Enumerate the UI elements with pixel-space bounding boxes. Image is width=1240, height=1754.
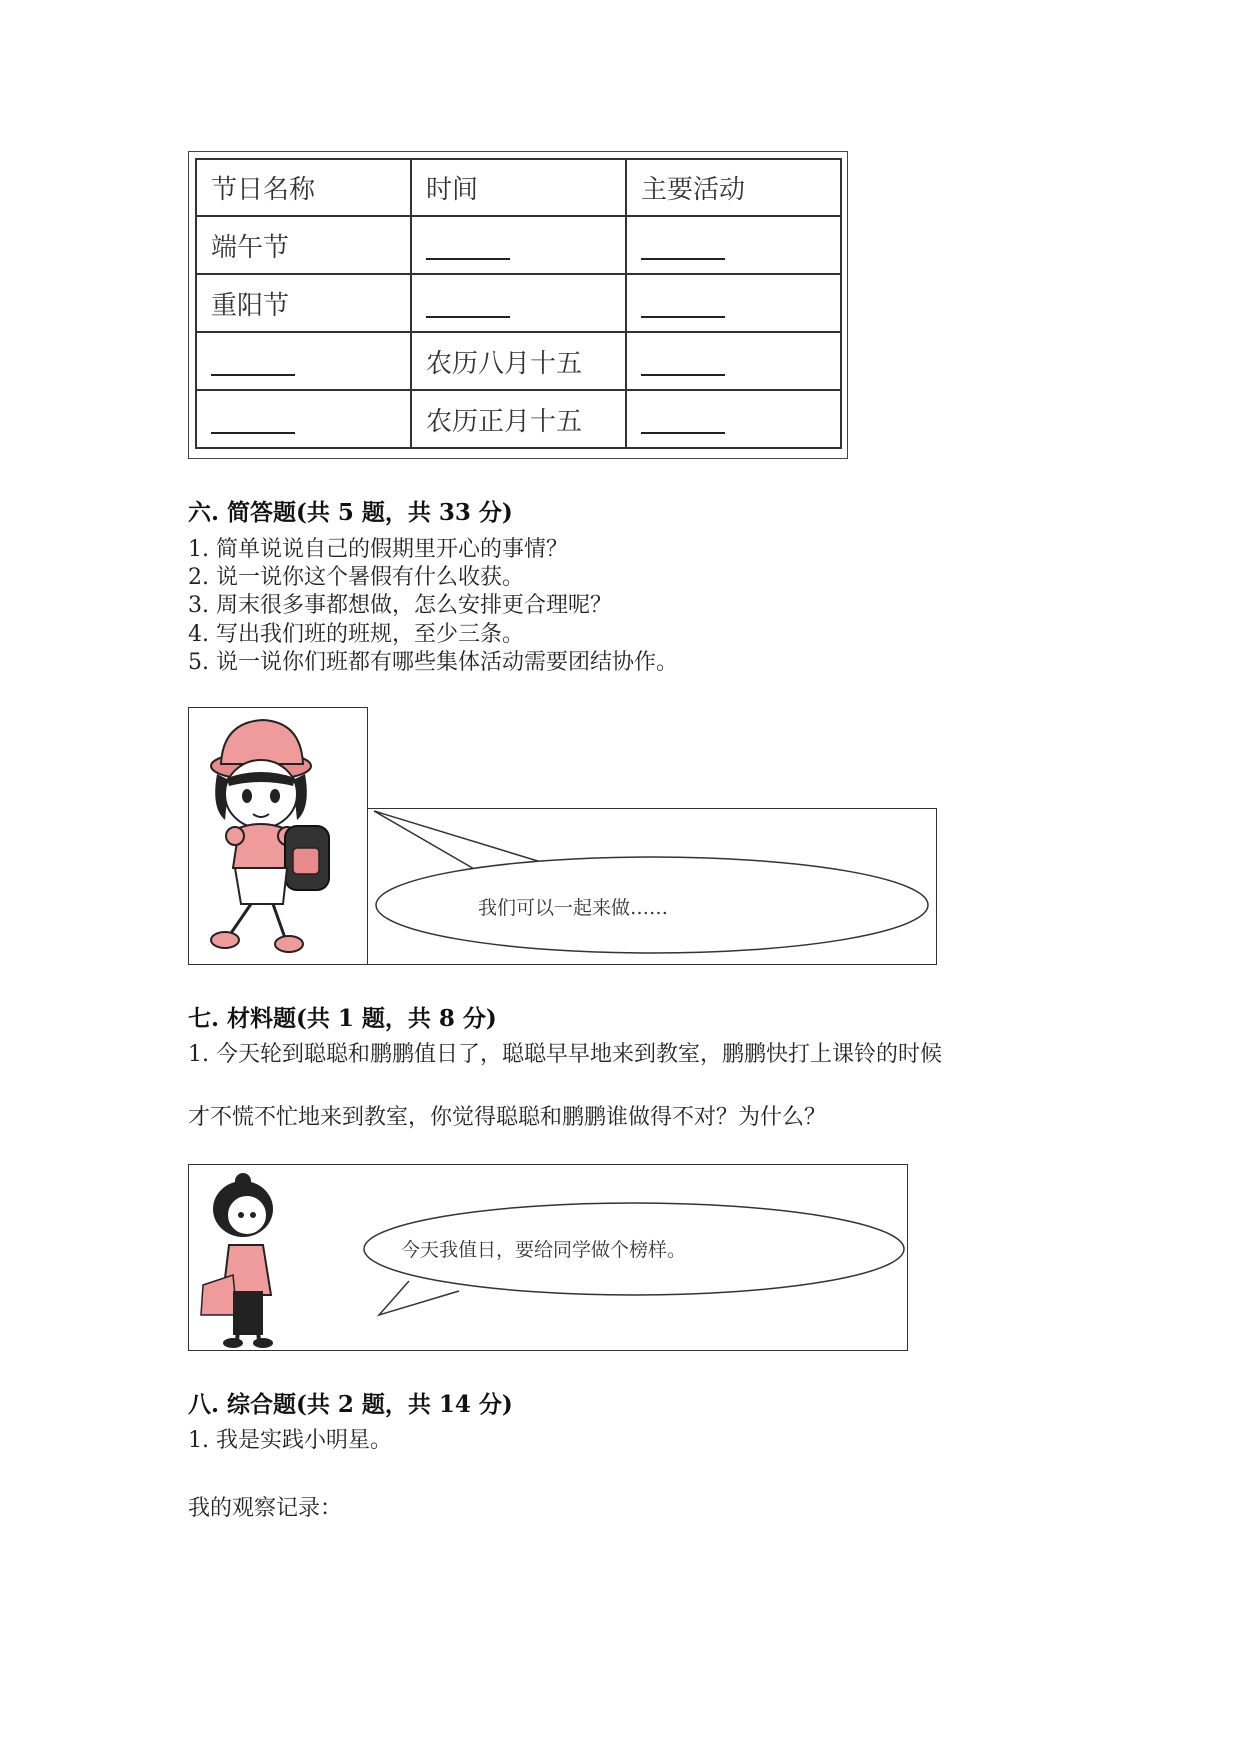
cell-activity-blank[interactable] xyxy=(626,274,841,332)
header-festival-name: 节日名称 xyxy=(196,159,411,216)
fill-in-blank[interactable] xyxy=(426,232,510,260)
table-row xyxy=(196,216,841,274)
speech-bubble-text: 我们可以一起来做…… xyxy=(478,897,669,919)
material-question-line-1: 1. 今天轮到聪聪和鹏鹏值日了，聪聪早早地来到教室，鹏鹏快打上课铃的时候 xyxy=(188,1042,942,1067)
cell-time-blank[interactable] xyxy=(411,274,626,332)
fill-in-blank[interactable] xyxy=(426,290,510,318)
table-row xyxy=(196,390,841,448)
header-activity: 主要活动 xyxy=(626,159,841,216)
question-item: 2. 说一说你这个暑假有什么收获。 xyxy=(188,565,524,590)
festival-table-frame xyxy=(188,151,848,459)
question-item: 4. 写出我们班的班规，至少三条。 xyxy=(188,622,524,647)
table-row xyxy=(196,332,841,390)
speech-bubble-text: 今天我值日，要给同学做个榜样。 xyxy=(401,1239,687,1261)
fill-in-blank[interactable] xyxy=(641,290,725,318)
duty-illustration-frame xyxy=(188,1164,908,1351)
cell-name-blank[interactable] xyxy=(196,332,411,390)
fill-in-blank[interactable] xyxy=(211,406,295,434)
cell-time: 农历正月十五 xyxy=(411,390,626,448)
cell-activity-blank[interactable] xyxy=(626,332,841,390)
header-time: 时间 xyxy=(411,159,626,216)
festival-table xyxy=(195,158,842,449)
cell-name-blank[interactable] xyxy=(196,390,411,448)
duty-girl-illustration xyxy=(193,1165,293,1350)
material-question-line-2: 才不慌不忙地来到教室，你觉得聪聪和鹏鹏谁做得不对？为什么？ xyxy=(188,1105,827,1130)
girl-illustration-frame xyxy=(188,707,368,965)
cell-time-blank[interactable] xyxy=(411,216,626,274)
speech-bubble-shape xyxy=(368,809,936,964)
girl-with-backpack-illustration xyxy=(189,708,367,964)
question-item: 1. 我是实践小明星。 xyxy=(188,1428,392,1453)
question-item: 5. 说一说你们班都有哪些集体活动需要团结协作。 xyxy=(188,650,678,675)
cell-festival-name: 端午节 xyxy=(196,216,411,274)
fill-in-blank[interactable] xyxy=(641,232,725,260)
table-header-row xyxy=(196,159,841,216)
table-row xyxy=(196,274,841,332)
cell-activity-blank[interactable] xyxy=(626,390,841,448)
observation-record-label: 我的观察记录： xyxy=(188,1496,343,1521)
speech-bubble-frame xyxy=(367,808,937,965)
fill-in-blank[interactable] xyxy=(641,406,725,434)
section-6-title: 六. 简答题(共 5 题，共 33 分) xyxy=(188,499,513,526)
fill-in-blank[interactable] xyxy=(211,348,295,376)
cell-festival-name: 重阳节 xyxy=(196,274,411,332)
cell-time: 农历八月十五 xyxy=(411,332,626,390)
section-8-title: 八. 综合题(共 2 题，共 14 分) xyxy=(188,1391,513,1418)
question-item: 1. 简单说说自己的假期里开心的事情？ xyxy=(188,537,568,562)
question-item: 3. 周末很多事都想做，怎么安排更合理呢？ xyxy=(188,593,612,618)
cell-activity-blank[interactable] xyxy=(626,216,841,274)
section-7-title: 七. 材料题(共 1 题，共 8 分) xyxy=(188,1005,497,1032)
fill-in-blank[interactable] xyxy=(641,348,725,376)
